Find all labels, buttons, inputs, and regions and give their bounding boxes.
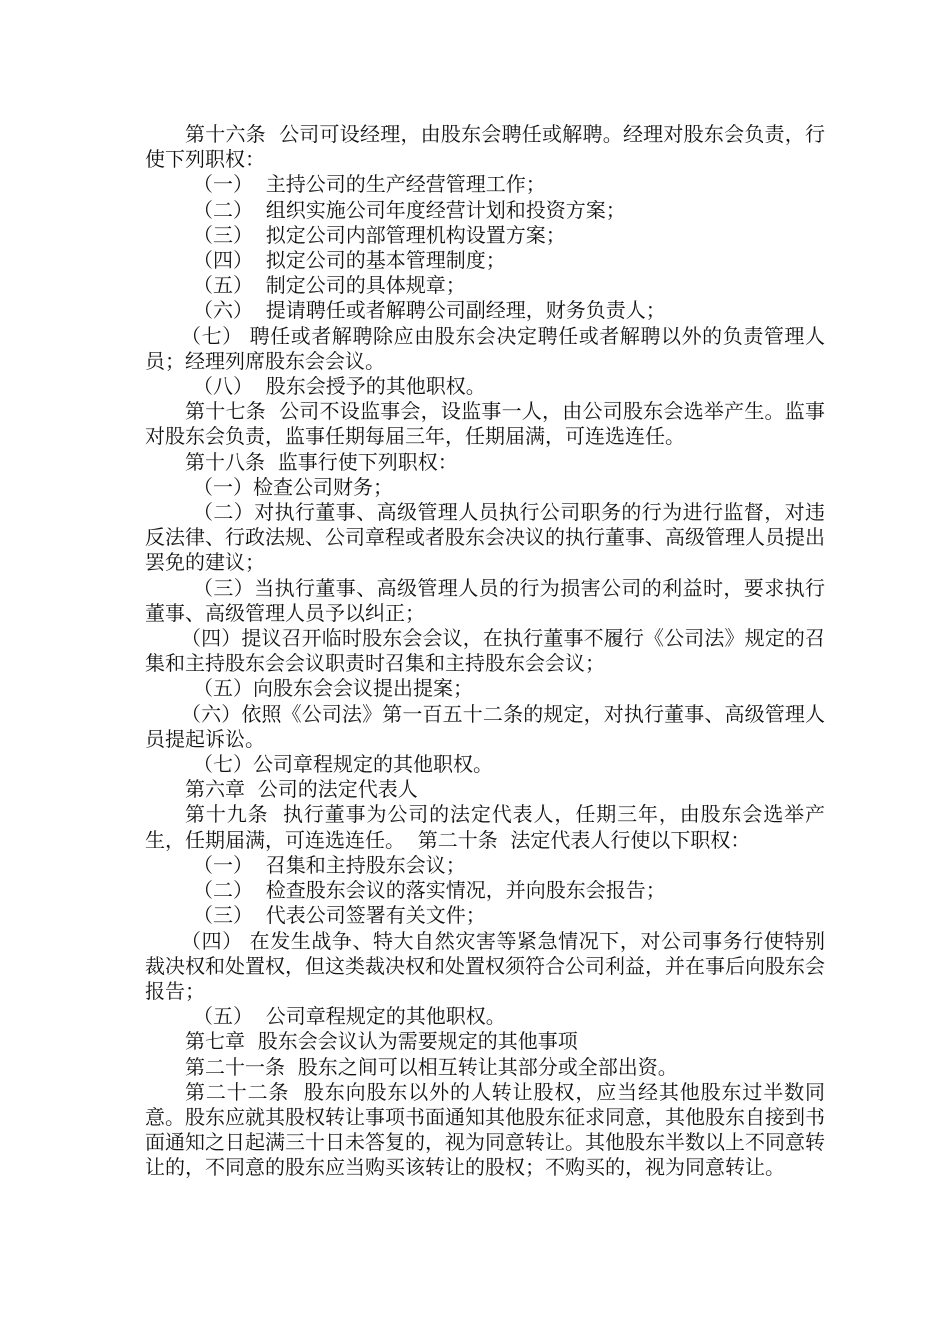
paragraph: 第十九条 执行董事为公司的法定代表人，任期三年，由股东会选举产生，任期届满，可连选连任。 第二十条 法定代表人行使以下职权： xyxy=(145,802,825,852)
paragraph: （五） 公司章程规定的其他职权。 xyxy=(193,1004,506,1029)
paragraph: （一） 主持公司的生产经营管理工作； xyxy=(193,172,546,197)
paragraph: （二）对执行董事、高级管理人员执行公司职务的行为进行监督，对违反法律、行政法规、公司章程或者股东会决议的执行董事、高级管理人员提出罢免的建议； xyxy=(145,500,825,575)
paragraph: （二） 组织实施公司年度经营计划和投资方案； xyxy=(193,197,626,222)
paragraph: （一）检查公司财务； xyxy=(193,474,393,499)
paragraph: （三） 拟定公司内部管理机构设置方案； xyxy=(193,222,566,247)
paragraph: 第二十一条 股东之间可以相互转让其部分或全部出资。 xyxy=(185,1054,678,1079)
paragraph: （一） 召集和主持股东会议； xyxy=(193,852,466,877)
document-body xyxy=(145,122,825,1181)
paragraph: 第十八条 监事行使下列职权： xyxy=(185,449,458,474)
paragraph: 第二十二条 股东向股东以外的人转让股权，应当经其他股东过半数同意。股东应就其股权转让事项书面通知其他股东征求同意，其他股东自接到书面通知之日起满三十日未答复的，视为同意转让。其他股东半数以上不同意转让的，不同意的股东应当购买该转让的股权；不购买的，视为同意转让。 xyxy=(145,1079,825,1180)
paragraph: （七）公司章程规定的其他职权。 xyxy=(193,752,493,777)
paragraph: （四） 在发生战争、特大自然灾害等紧急情况下，对公司事务行使特别裁决权和处置权，但这类裁决权和处置权须符合公司利益，并在事后向股东会报告； xyxy=(145,928,825,1003)
paragraph: 第七章 股东会会议认为需要规定的其他事项 xyxy=(185,1029,578,1054)
paragraph: （四） 拟定公司的基本管理制度； xyxy=(193,248,506,273)
paragraph: （八） 股东会授予的其他职权。 xyxy=(193,374,486,399)
paragraph: 第十七条 公司不设监事会，设监事一人，由公司股东会选举产生。监事对股东会负责，监事任期每届三年，任期届满，可连选连任。 xyxy=(145,399,825,449)
paragraph: 第十六条 公司可设经理，由股东会聘任或解聘。经理对股东会负责，行使下列职权： xyxy=(145,122,825,172)
paragraph: （七） 聘任或者解聘除应由股东会决定聘任或者解聘以外的负责管理人员；经理列席股东会会议。 xyxy=(145,323,825,373)
paragraph: （六）依照《公司法》第一百五十二条的规定，对执行董事、高级管理人员提起诉讼。 xyxy=(145,701,825,751)
paragraph: 第六章 公司的法定代表人 xyxy=(185,777,418,802)
paragraph: （三）当执行董事、高级管理人员的行为损害公司的利益时，要求执行董事、高级管理人员予以纠正； xyxy=(145,575,825,625)
paragraph: （五） 制定公司的具体规章； xyxy=(193,273,466,298)
paragraph: （三） 代表公司签署有关文件； xyxy=(193,903,486,928)
paragraph: （五）向股东会会议提出提案； xyxy=(193,676,473,701)
paragraph: （四）提议召开临时股东会会议，在执行董事不履行《公司法》规定的召集和主持股东会会议职责时召集和主持股东会会议； xyxy=(145,626,825,676)
paragraph: （六） 提请聘任或者解聘公司副经理，财务负责人； xyxy=(193,298,666,323)
paragraph: （二） 检查股东会议的落实情况，并向股东会报告； xyxy=(193,878,666,903)
